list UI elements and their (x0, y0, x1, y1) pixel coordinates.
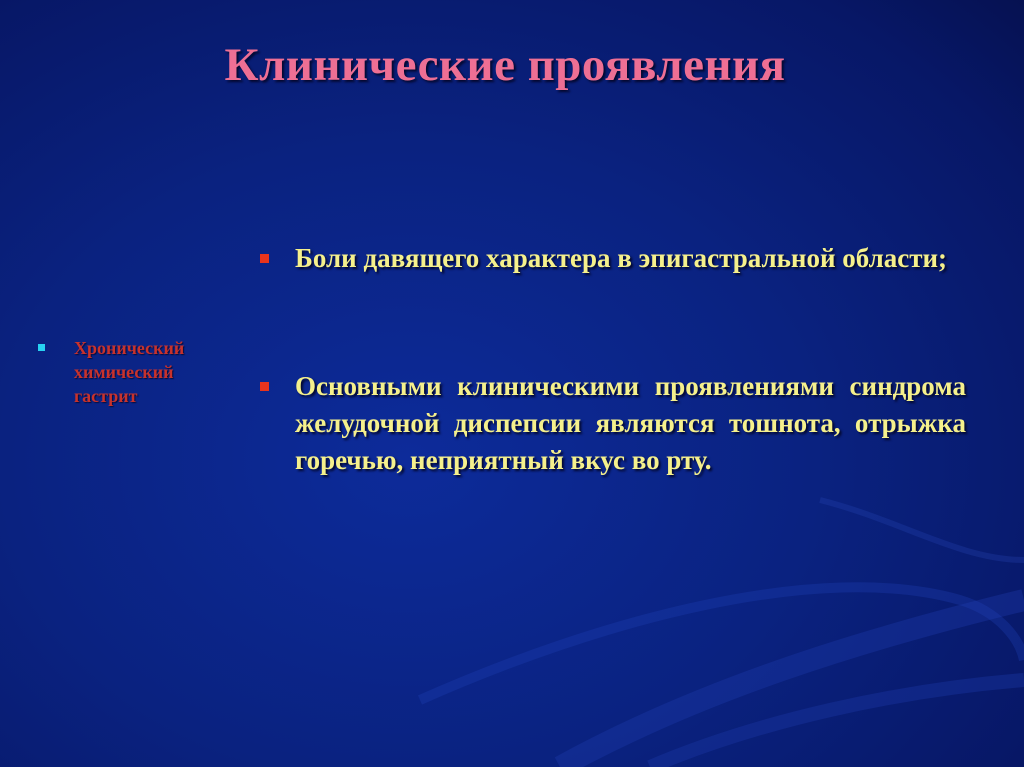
bullet-item-text: Основными клиническими проявлениями синдрома желудочной диспепсии являются тошнота, отрыжка горечью, неприятный вкус во рту. (295, 371, 966, 475)
swirl-line (820, 500, 1024, 560)
side-list (36, 336, 226, 408)
main-bullet-list (258, 240, 966, 479)
bullet-item (258, 368, 966, 479)
square-bullet-icon (38, 344, 45, 351)
slide-title: Клинические проявления (224, 39, 786, 91)
square-bullet-icon (260, 254, 269, 263)
square-bullet-icon (260, 382, 269, 391)
bullet-item (258, 240, 966, 277)
side-list-item-label: Хронический химический гастрит (74, 338, 185, 406)
bullet-item-text: Боли давящего характера в эпигастральной области; (295, 243, 948, 273)
side-list-item (36, 336, 226, 408)
